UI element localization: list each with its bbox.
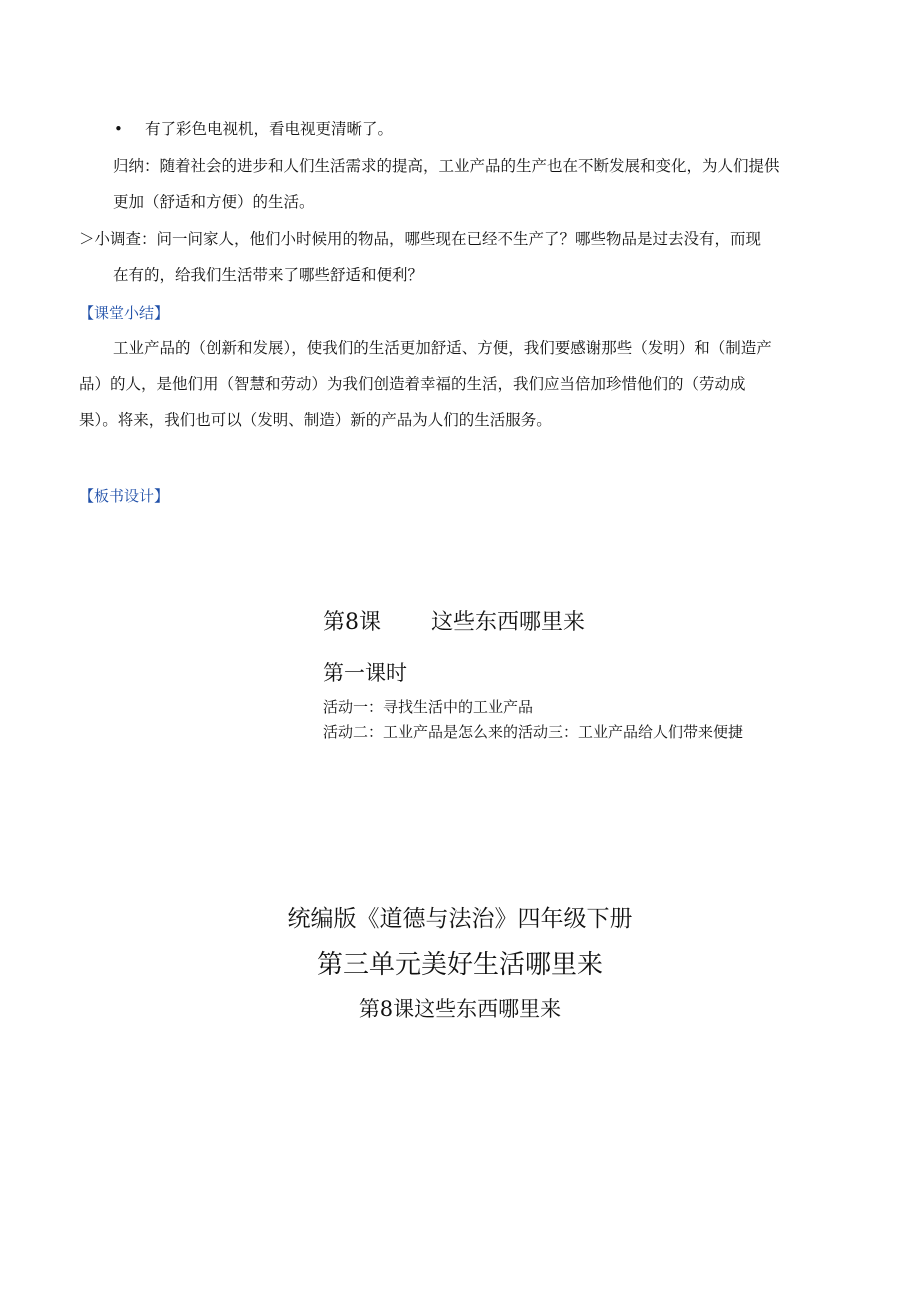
summary-line-1: 归纳：随着社会的进步和人们生活需求的提高，工业产品的生产也在不断发展和变化，为人们提供 [113, 157, 780, 175]
board-design-heading: 【板书设计】 [79, 487, 170, 505]
board-lesson-title: 这些东西哪里来 [431, 610, 586, 635]
bullet-marker: • [114, 120, 123, 138]
board-lesson-number: 第8课 [323, 610, 381, 635]
survey-line-2: 在有的，给我们生活带来了哪些舒适和便利？ [113, 266, 424, 284]
cover-book-title: 统编版《道德与法治》四年级下册 [287, 906, 633, 932]
class-summary-line-2: 品）的人，是他们用（智慧和劳动）为我们创造着幸福的生活，我们应当倍加珍惜他们的（劳动成 [79, 375, 746, 393]
board-activity-2: 活动二：工业产品是怎么来的活动三：工业产品给人们带来便捷 [323, 723, 744, 741]
class-summary-line-1: 工业产品的（创新和发展），使我们的生活更加舒适、方便，我们要感谢那些（发明）和（制造产 [113, 339, 772, 357]
board-period: 第一课时 [323, 661, 407, 685]
summary-line-2: 更加（舒适和方便）的生活。 [113, 193, 315, 211]
cover-lesson-title: 第8课这些东西哪里来 [358, 997, 562, 1021]
cover-unit-title: 第三单元美好生活哪里来 [316, 950, 603, 980]
bullet-text: 有了彩色电视机，看电视更清晰了。 [145, 120, 394, 138]
survey-line-1: ＞小调查：问一问家人，他们小时候用的物品，哪些现在已经不生产了？哪些物品是过去没有，而现 [79, 230, 762, 248]
class-summary-heading: 【课堂小结】 [79, 304, 170, 322]
board-activity-1: 活动一：寻找生活中的工业产品 [323, 698, 534, 716]
class-summary-line-3: 果）。将来，我们也可以（发明、制造）新的产品为人们的生活服务。 [79, 411, 552, 429]
